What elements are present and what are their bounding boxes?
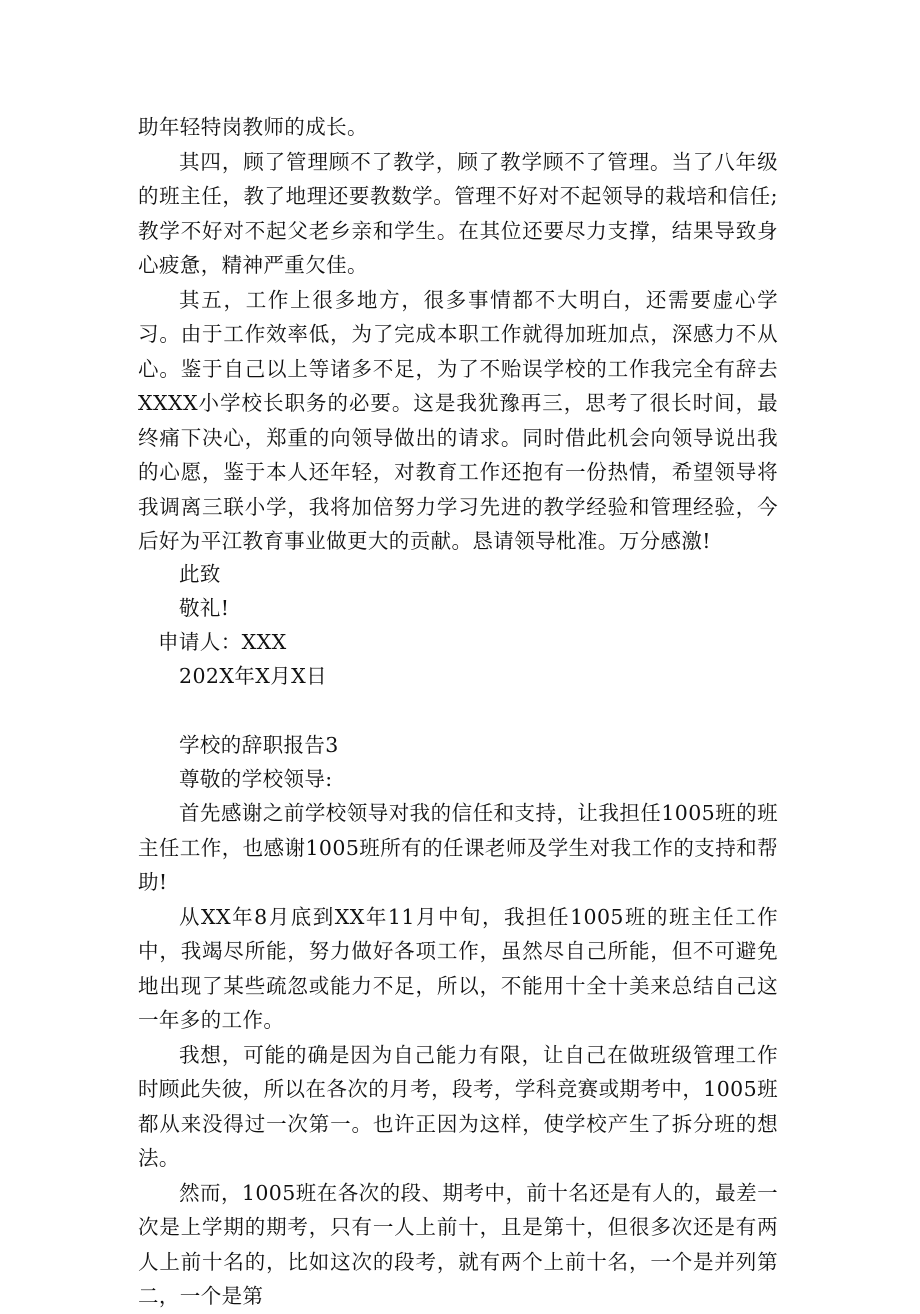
paragraph-continuation: 助年轻特岗教师的成长。 [138, 115, 368, 139]
closing-ci-zhi: 此致 [179, 562, 221, 586]
paragraph-tenure: 从XX年8月底到XX年11月中旬，我担任1005班的班主任工作中，我竭尽所能，努力做好各项工作，虽然尽自己所能，但不可避免地出现了某些疏忽或能力不足，所以，不能用十全十美来总结自己这一年多的工作。 [138, 904, 778, 1032]
salutation: 尊敬的学校领导: [179, 767, 333, 791]
paragraph-fourth-point: 其四，顾了管理顾不了教学，顾了教学顾不了管理。当了八年级的班主任，教了地理还要教数学。管理不好对不起领导的栽培和信任;教学不好对不起父老乡亲和学生。在其位还要尽力支撑，结果导致身心疲惫，精神严重欠佳。 [138, 149, 778, 277]
paragraph-fifth-point: 其五，工作上很多地方，很多事情都不大明白，还需要虚心学习。由于工作效率低，为了完成本职工作就得加班加点，深感力不从心。鉴于自己以上等诸多不足，为了不贻误学校的工作我完全有辞去XXXX小学校长职务的必要。这是我犹豫再三，思考了很长时间，最终痛下决心，郑重的向领导做出的请求。同时借此机会向领导说出我的心愿，鉴于本人还年轻，对教育工作还抱有一份热情，希望领导将我调离三联小学，我将加倍努力学习先进的教学经验和管理经验，今后好为平江教育事业做更大的贡献。恳请领导枇准。万分感激! [138, 287, 778, 553]
paragraph-thanks: 首先感谢之前学校领导对我的信任和支持，让我担任1005班的班主任工作，也感谢1005班所有的任课老师及学生对我工作的支持和帮助! [138, 801, 778, 894]
paragraph-reflection: 我想，可能的确是因为自己能力有限，让自己在做班级管理工作时顾此失彼，所以在各次的月考，段考，学科竞赛或期考中，1005班都从来没得过一次第一。也许正因为这样，使学校产生了拆分班的想法。 [138, 1042, 778, 1170]
paragraph-results: 然而，1005班在各次的段、期考中，前十名还是有人的，最差一次是上学期的期考，只有一人上前十，且是第十，但很多次还是有两人上前十名的，比如这次的段考，就有两个上前十名，一个是并列第二，一个是第 [138, 1180, 778, 1308]
document-body-bottom [138, 796, 778, 1314]
section-title: 学校的辞职报告3 [179, 733, 339, 757]
document-body-top [138, 110, 778, 559]
closing-jing-li: 敬礼! [179, 596, 230, 620]
applicant-line: 申请人：XXX [158, 630, 287, 654]
date-line: 202X年X月X日 [179, 664, 328, 688]
